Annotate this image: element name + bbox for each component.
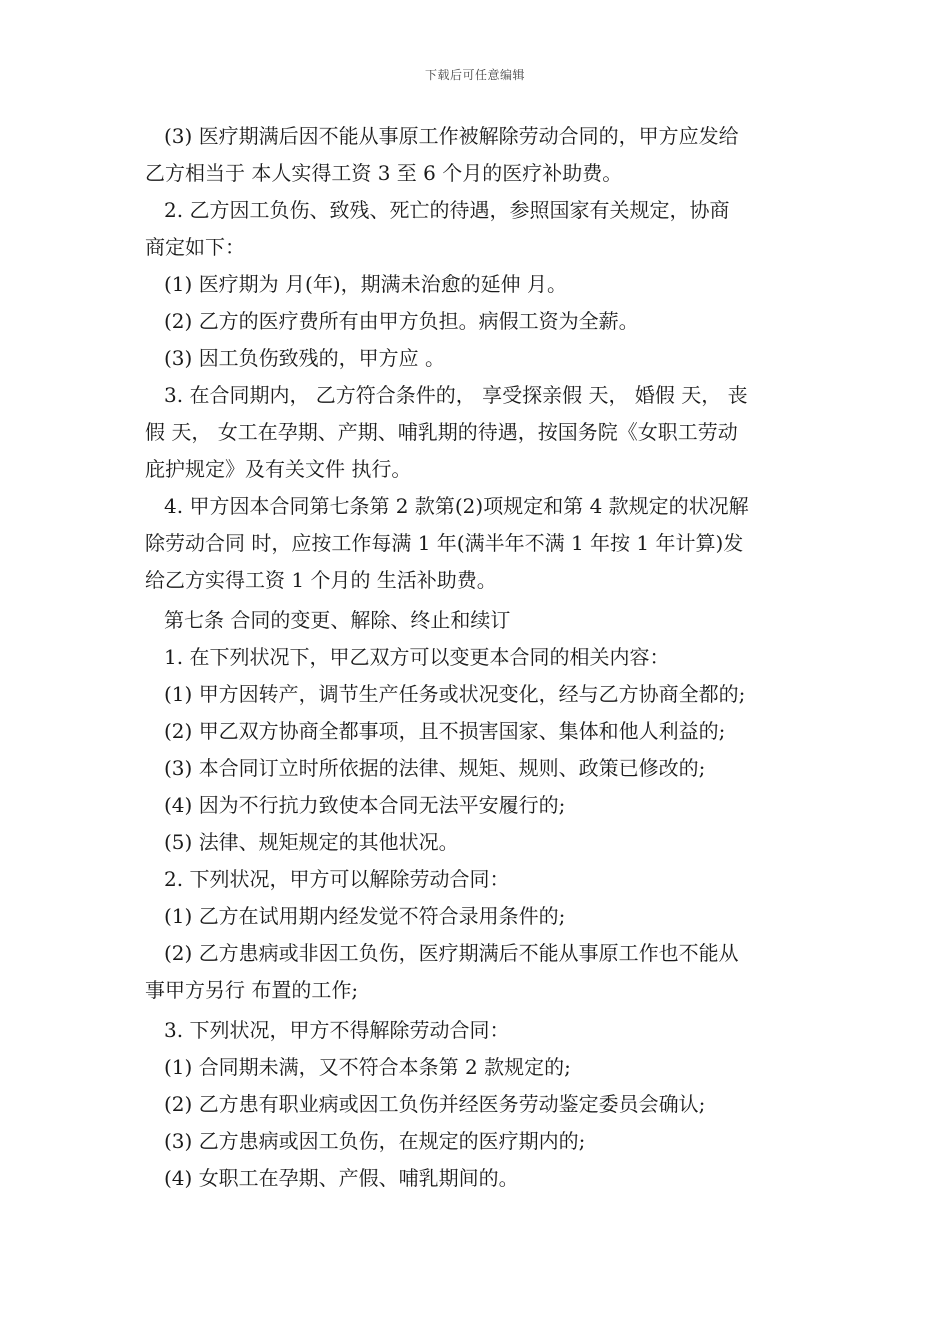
text-line: (3) 因工负伤致残的，甲方应 。	[164, 346, 446, 370]
text-line: 2. 下列状况，甲方可以解除劳动合同：	[164, 867, 510, 891]
text-line: 庇护规定》及有关文件 执行。	[145, 457, 412, 481]
text-line: (3) 本合同订立时所依据的法律、规矩、规则、政策已修改的;	[164, 756, 706, 780]
text-line: (1) 甲方因转产，调节生产任务或状况变化，经与乙方协商全都的;	[164, 682, 746, 706]
text-line: (3) 医疗期满后因不能从事原工作被解除劳动合同的，甲方应发给	[164, 124, 739, 148]
text-line: (5) 法律、规矩规定的其他状况。	[164, 830, 459, 854]
text-line: 给乙方实得工资 1 个月的 生活补助费。	[145, 568, 497, 592]
text-line: 除劳动合同 时，应按工作每满 1 年(满半年不满 1 年按 1 年计算)发	[145, 531, 744, 555]
text-line: (1) 乙方在试用期内经发觉不符合录用条件的;	[164, 904, 566, 928]
text-line: (2) 乙方的医疗费所有由甲方负担。病假工资为全薪。	[164, 309, 639, 333]
text-line: 事甲方另行 布置的工作;	[145, 978, 359, 1002]
text-line: (1) 合同期未满，又不符合本条第 2 款规定的;	[164, 1055, 571, 1079]
text-line: 4. 甲方因本合同第七条第 2 款第(2)项规定和第 4 款规定的状况解	[164, 494, 749, 518]
text-line: 乙方相当于 本人实得工资 3 至 6 个月的医疗补助费。	[145, 161, 623, 185]
text-line: 1. 在下列状况下，甲乙双方可以变更本合同的相关内容：	[164, 645, 670, 669]
text-line: (1) 医疗期为 月(年)，期满未治愈的延伸 月。	[164, 272, 568, 296]
text-line: (4) 因为不行抗力致使本合同无法平安履行的;	[164, 793, 566, 817]
text-line: 2. 乙方因工负伤、致残、死亡的待遇，参照国家有关规定，协商	[164, 198, 730, 222]
text-line: 3. 在合同期内， 乙方符合条件的， 享受探亲假 天， 婚假 天， 丧	[164, 383, 748, 407]
text-line: (3) 乙方患病或因工负伤，在规定的医疗期内的;	[164, 1129, 586, 1153]
text-line: 假 天， 女工在孕期、产期、哺乳期的待遇，按国务院《女职工劳动	[145, 420, 738, 444]
text-line: (4) 女职工在孕期、产假、哺乳期间的。	[164, 1166, 519, 1190]
section-heading: 第七条 合同的变更、解除、终止和续订	[164, 608, 511, 632]
text-line: (2) 乙方患病或非因工负伤，医疗期满后不能从事原工作也不能从	[164, 941, 739, 965]
text-line: (2) 甲乙双方协商全都事项，且不损害国家、集体和他人利益的;	[164, 719, 726, 743]
text-line: (2) 乙方患有职业病或因工负伤并经医务劳动鉴定委员会确认;	[164, 1092, 706, 1116]
text-line: 3. 下列状况，甲方不得解除劳动合同：	[164, 1018, 510, 1042]
text-line: 商定如下：	[145, 235, 245, 259]
page-header: 下载后可任意编辑	[424, 68, 525, 82]
